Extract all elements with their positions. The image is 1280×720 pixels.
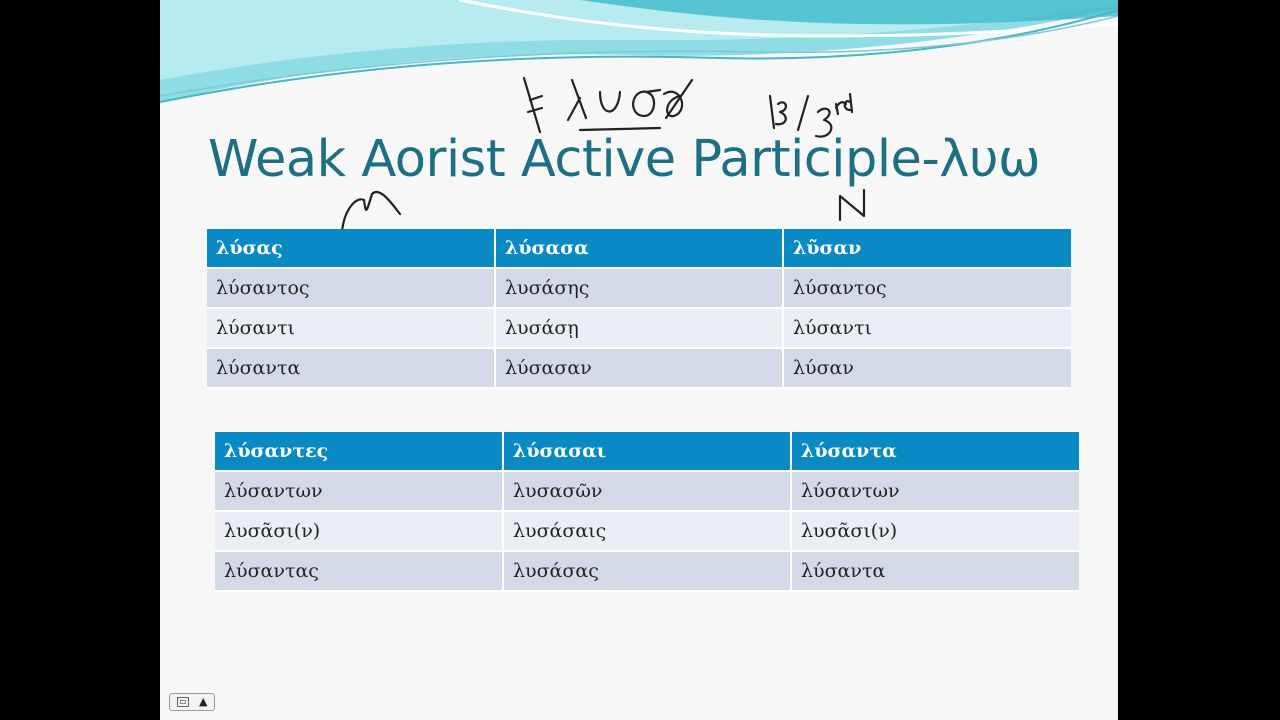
table-cell: λυσάσῃ xyxy=(495,308,783,348)
table-row xyxy=(207,308,1071,348)
header-neuter: λῦσαν xyxy=(783,229,1071,268)
slide-navigation-control[interactable] xyxy=(169,693,215,711)
table-cell: λυσάσας xyxy=(503,551,791,591)
slide-title: Weak Aorist Active Participle-λυω xyxy=(208,130,1041,189)
table-row xyxy=(215,471,1079,511)
table-header-row xyxy=(207,229,1071,268)
header-masculine: λύσαντες xyxy=(215,432,503,471)
table-row xyxy=(207,348,1071,388)
header-feminine: λύσασαι xyxy=(503,432,791,471)
plural-forms-table xyxy=(215,432,1079,592)
table-row xyxy=(207,268,1071,308)
table-cell: λυσάσαις xyxy=(503,511,791,551)
table-cell: λύσαντων xyxy=(791,471,1079,511)
table-cell: λύσαντων xyxy=(215,471,503,511)
table-cell: λύσαντα xyxy=(207,348,495,388)
table-cell: λυσᾶσι(ν) xyxy=(215,511,503,551)
header-neuter: λύσαντα xyxy=(791,432,1079,471)
slide-view-icon[interactable] xyxy=(177,697,189,707)
header-masculine: λύσας xyxy=(207,229,495,268)
table-header-row xyxy=(215,432,1079,471)
slide-canvas xyxy=(160,0,1118,720)
table-cell: λύσασαν xyxy=(495,348,783,388)
singular-forms-table xyxy=(207,229,1071,389)
table-cell: λύσαν xyxy=(783,348,1071,388)
up-arrow-icon[interactable]: ▲ xyxy=(199,695,208,708)
table-cell: λύσαντας xyxy=(215,551,503,591)
table-cell: λυσασῶν xyxy=(503,471,791,511)
table-cell: λύσαντος xyxy=(207,268,495,308)
table-cell: λυσᾶσι(ν) xyxy=(791,511,1079,551)
header-feminine: λύσασα xyxy=(495,229,783,268)
table-cell: λυσάσης xyxy=(495,268,783,308)
table-row xyxy=(215,511,1079,551)
table-cell: λύσαντα xyxy=(791,551,1079,591)
table-cell: λύσαντι xyxy=(207,308,495,348)
wave-decoration xyxy=(160,0,1118,110)
table-cell: λύσαντος xyxy=(783,268,1071,308)
table-row xyxy=(215,551,1079,591)
table-cell: λύσαντι xyxy=(783,308,1071,348)
